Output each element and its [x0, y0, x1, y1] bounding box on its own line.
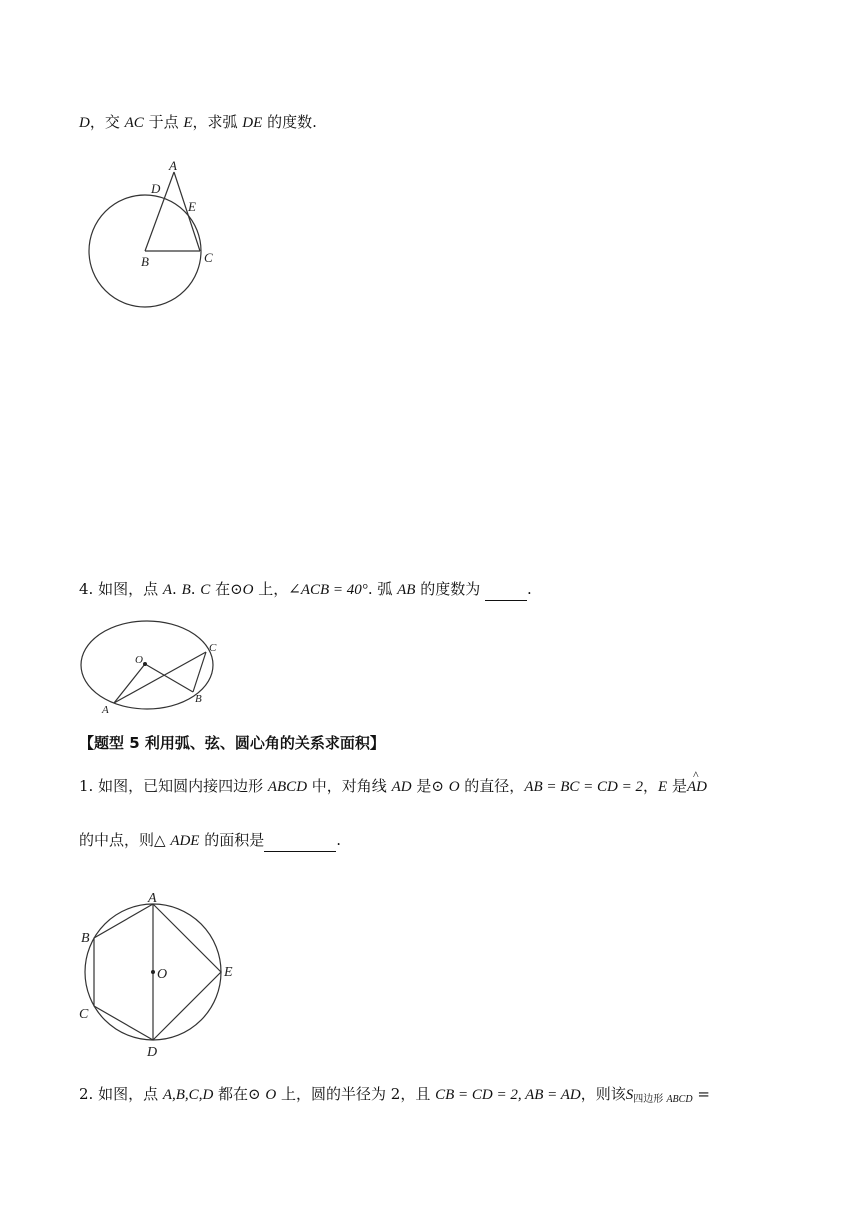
area-symbol: S [625, 1087, 634, 1103]
center-dot [151, 970, 155, 974]
point-c: C [200, 582, 211, 598]
label-e: E [188, 199, 196, 214]
label-b: B [195, 693, 202, 705]
text: 中，对角线 [307, 777, 392, 795]
center-o: O [448, 779, 460, 795]
text: 的度数. [262, 113, 317, 131]
label-a: A [148, 891, 157, 906]
text: . [527, 580, 532, 598]
section-title: 【题型 5 利用弧、弦、圆心角的关系求面积】 [79, 734, 385, 752]
text: 的面积是 [199, 831, 265, 849]
center-o: O [242, 582, 254, 598]
text: 是⊙ [411, 777, 449, 795]
equal-chords: AB = BC = CD = 2 [524, 779, 644, 795]
point-e: E [183, 115, 193, 131]
chord-conditions: CB = CD = 2, AB = AD [435, 1087, 581, 1103]
text: 的直径， [459, 777, 525, 795]
text: = [692, 1085, 710, 1103]
label-b: B [81, 931, 90, 946]
subscript-abcd: ABCD [666, 1094, 693, 1105]
point-a: A [162, 582, 173, 598]
text: 上，圆的半径为 2，且 [276, 1085, 436, 1103]
arc-ab: AB [397, 582, 416, 598]
label-d: D [147, 1045, 158, 1060]
p2-line [79, 1083, 710, 1111]
text: . 弧 [367, 580, 398, 598]
text: ，求弧 [192, 113, 243, 131]
label-e: E [224, 965, 233, 980]
arc-ad-label: AD [686, 779, 707, 795]
label-o: O [157, 967, 168, 982]
point-e: E [658, 779, 668, 795]
diagonal-ad: AD [391, 779, 412, 795]
segment-ac: AC [124, 115, 144, 131]
center-o: O [265, 1087, 277, 1103]
label-c: C [79, 1007, 89, 1022]
arc-de: DE [242, 115, 263, 131]
arc-hat: ^ [692, 768, 699, 782]
label-d: D [151, 181, 161, 196]
label-c: C [204, 250, 213, 265]
text: ，交 [89, 113, 125, 131]
quad-abcd: ABCD [267, 779, 308, 795]
angle-acb: ∠ACB = 40° [288, 582, 368, 598]
label-c: C [209, 642, 217, 654]
area-subscript [633, 1094, 692, 1105]
triangle-ade: ADE [170, 833, 200, 849]
text: . [190, 580, 201, 598]
text: 的度数为 [415, 580, 485, 598]
text: 1. 如图，已知圆内接四边形 [79, 777, 268, 795]
text: 于点 [143, 113, 184, 131]
text: . [336, 831, 342, 849]
label-b: B [141, 254, 149, 269]
label-o: O [135, 654, 143, 666]
text: 都在⊙ [213, 1085, 266, 1103]
text: . [172, 580, 182, 598]
text: 2. 如图，点 [79, 1085, 163, 1103]
points-abcd: A,B,C,D [162, 1087, 214, 1103]
text: 在⊙ [210, 580, 243, 598]
text: 是 [667, 777, 687, 795]
label-a: A [169, 158, 177, 173]
polyline-abcd [94, 904, 153, 1040]
point-b: B [181, 582, 191, 598]
text: 4. 如图，点 [79, 580, 163, 598]
point-d: D [79, 115, 90, 131]
label-a: A [102, 704, 109, 716]
subscript-cn: 四边形 [633, 1094, 667, 1105]
text: 上， [253, 580, 289, 598]
text: 的中点，则△ [79, 831, 171, 849]
text: ， [643, 777, 659, 795]
text: ，则该 [580, 1085, 626, 1103]
